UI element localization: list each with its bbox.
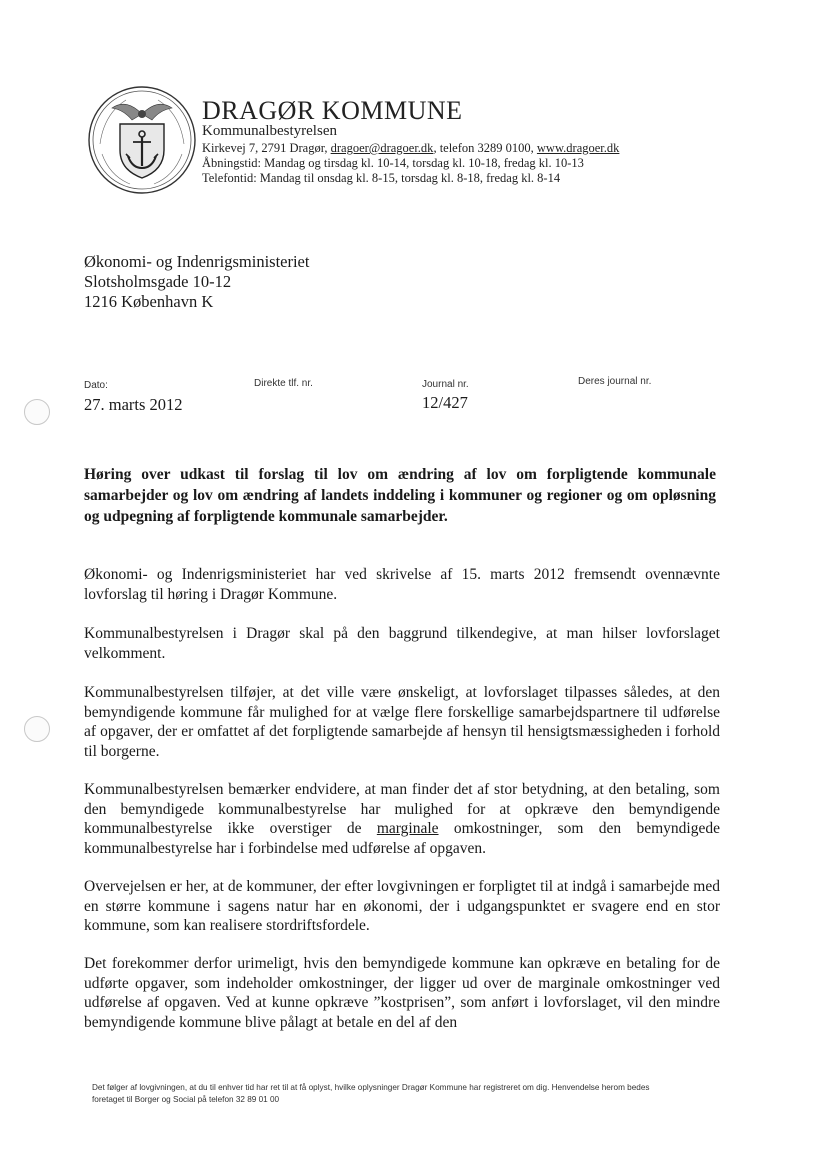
- punch-hole-bottom: [24, 716, 50, 742]
- footer-line-2: foretaget til Borger og Social på telefon 32 89 01 00: [92, 1095, 280, 1104]
- opening-hours: Åbningstid: Mandag og tirsdag kl. 10-14, torsdag kl. 10-18, fredag kl. 10-13: [202, 156, 584, 170]
- journal-value: 12/427: [422, 393, 468, 412]
- municipal-seal-logo: [86, 84, 198, 196]
- recipient-line-1: Økonomi- og Indenrigsministeriet: [84, 252, 310, 271]
- date-value: 27. marts 2012: [84, 395, 183, 414]
- your-journal-label: Deres journal nr.: [578, 376, 652, 387]
- website-link[interactable]: www.dragoer.dk: [536, 141, 620, 155]
- paragraph-2: Kommunalbestyrelsen i Dragør skal på den baggrund tilkendegive, at man hilser lovforslaget velkomment.: [84, 625, 720, 662]
- letter-subject: Høring over udkast til forslag til lov om ændring af lov om forpligtende kommunale samarbejder og lov om ændring af landets inddeling i kommuner og regioner og om opløsning og udpegning af forpligtende kommunale samarbejder.: [84, 466, 716, 525]
- direct-phone-label: Direkte tlf. nr.: [254, 378, 313, 389]
- paragraph-6: Det forekommer derfor urimeligt, hvis den bemyndigede kommune kan opkræve en betaling for de udførte opgaver, som indeholder omkostninger, der ligger ud over de marginale omkostninger ved udførelse af opgaven. Ved at kunne opkræve ”kostprisen”, som anført i lovforslaget, vil den mindre bemyndigende kommune blive pålagt at betale en del af den: [84, 955, 720, 1031]
- email-link[interactable]: dragoer@dragoer.dk: [330, 141, 434, 155]
- footer-line-1: Det følger af lovgivningen, at du til enhver tid har ret til at få oplyst, hvilke oplysninger Dragør Kommune har registreret om dig. Henvendelse herom bedes: [92, 1083, 650, 1092]
- recipient-line-3: 1216 København K: [84, 292, 214, 311]
- phone-text: , telefon 3289 0100,: [433, 141, 537, 155]
- journal-label: Journal nr.: [422, 379, 469, 390]
- recipient-line-2: Slotsholmsgade 10-12: [84, 272, 232, 291]
- date-label: Dato:: [84, 380, 108, 391]
- punch-hole-top: [24, 399, 50, 425]
- address-text: Kirkevej 7, 2791 Dragør,: [202, 141, 331, 155]
- recipient-address: [84, 252, 309, 312]
- municipality-name: DRAGØR KOMMUNE: [202, 96, 463, 125]
- paragraph-3: Kommunalbestyrelsen tilføjer, at det ville være ønskeligt, at lovforslaget tilpasses således, at den bemyndigende kommune får mulighed for at vælge flere forskellige samarbejdspartnere til udførelse af opgaver, der er omfattet af det forpligtende samarbejde af hensyn til hensigtsmæssigheden i forhold til borgerne.: [84, 684, 720, 760]
- underlined-word: marginale: [376, 820, 439, 837]
- phone-hours: Telefontid: Mandag til onsdag kl. 8-15, torsdag kl. 8-18, fredag kl. 8-14: [202, 171, 561, 185]
- privacy-footer: [92, 1082, 712, 1106]
- paragraph-5: Overvejelsen er her, at de kommuner, der efter lovgivningen er forpligtet til at indgå i samarbejde med en større kommune i sagens natur har en økonomi, der i udgangspunktet er svagere end en stor kommune, som kan realisere stordriftsfordele.: [84, 878, 720, 934]
- paragraph-4-start: Kommunalbestyrelsen bemærker endvidere, at man finder det af stor betydning, at den betaling, som den bemyndigede kommunalbestyrelse har mulighed for at opkræve den bemyndigende kommunalbestyrelse ikke overstiger de: [84, 781, 720, 837]
- paragraph-4-end: omkostninger, som den bemyndigede kommunalbestyrelse har i forbindelse med udførelse af opgaven.: [84, 820, 720, 857]
- council-name: Kommunalbestyrelsen: [202, 123, 337, 139]
- paragraph-4: [84, 780, 720, 858]
- paragraph-1: Økonomi- og Indenrigsministeriet har ved skrivelse af 15. marts 2012 fremsendt ovennævnte lovforslag til høring i Dragør Kommune.: [84, 566, 720, 603]
- contact-line: [202, 141, 619, 156]
